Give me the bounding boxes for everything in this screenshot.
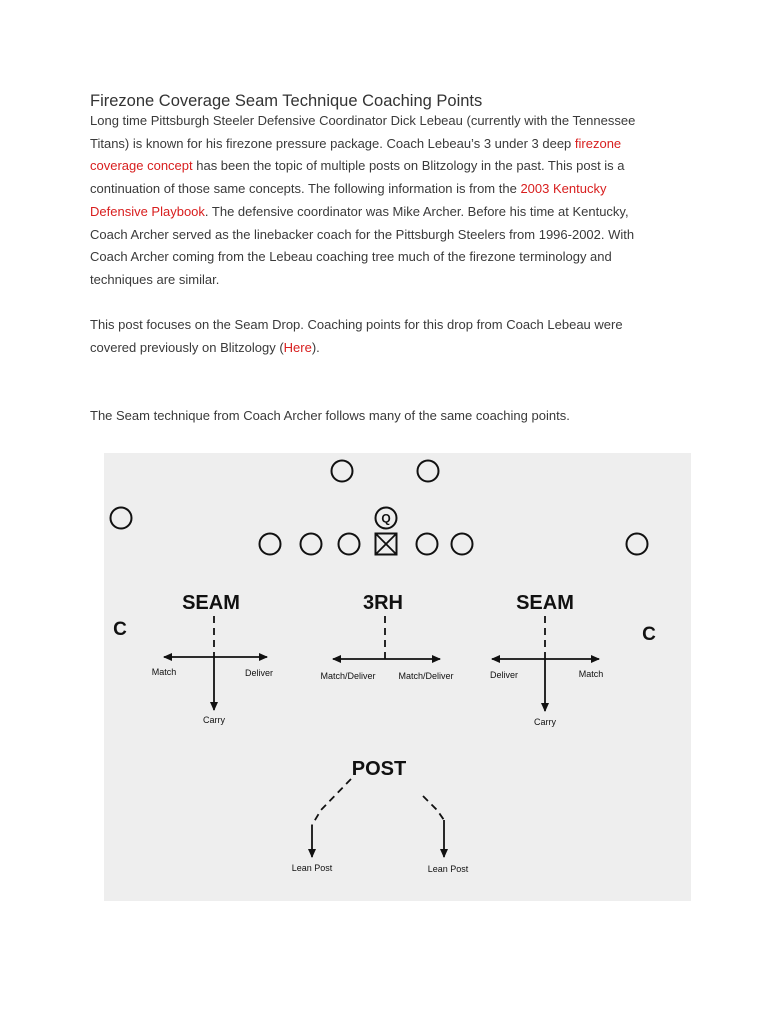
left-seam-match-label: Match — [151, 667, 177, 677]
intro-paragraph — [90, 110, 680, 292]
coverage-diagram — [104, 453, 691, 901]
right-corner-label: C — [642, 624, 656, 645]
post-right-dashed-line — [423, 796, 444, 820]
left-seam-deliver-label: Deliver — [244, 668, 274, 678]
kentucky-playbook-link[interactable]: 2003 Kentucky — [520, 181, 607, 197]
left-seam-label: SEAM — [182, 592, 240, 614]
middle-3rh-label: 3RH — [362, 592, 404, 614]
seam-drop-paragraph — [90, 314, 680, 359]
player-circle-line-5 — [452, 534, 473, 555]
text-line — [90, 178, 680, 201]
post-label: POST — [351, 758, 407, 780]
text-line — [90, 337, 680, 360]
left-seam-carry-label: Carry — [203, 715, 225, 725]
right-seam-deliver-label: Deliver — [489, 670, 519, 680]
seam-technique-paragraph — [90, 405, 680, 428]
player-circle-wide-left — [111, 508, 132, 529]
player-circle-wide-right — [627, 534, 648, 555]
text-fragment: continuation of those same concepts. The following information is from the — [90, 181, 521, 197]
left-corner-label: C — [113, 619, 127, 640]
post-left-label: Lean Post — [291, 863, 333, 873]
player-circle-line-3 — [339, 534, 360, 555]
page-title: Firezone Coverage Seam Technique Coaching Points — [90, 92, 483, 110]
player-circle-line-2 — [301, 534, 322, 555]
text-line — [90, 133, 680, 156]
text-fragment: Titans) is known for his firezone pressure package. Coach Lebeau’s 3 under 3 deep — [90, 135, 575, 151]
text-line: The Seam technique from Coach Archer follows many of the same coaching points. — [90, 408, 570, 423]
text-line: Long time Pittsburgh Steeler Defensive Coordinator Dick Lebeau (currently with the Tennessee — [90, 113, 636, 128]
right-seam-carry-label: Carry — [534, 717, 556, 727]
player-circle-line-4 — [417, 534, 438, 555]
kentucky-playbook-link-continued[interactable]: Defensive Playbook — [90, 203, 205, 219]
text-line: This post focuses on the Seam Drop. Coaching points for this drop from Coach Lebeau were — [90, 317, 623, 332]
text-fragment: . The defensive coordinator was Mike Archer. Before his time at Kentucky, — [204, 203, 629, 219]
firezone-coverage-link[interactable]: firezone — [574, 135, 622, 151]
player-circle-back-left — [332, 461, 353, 482]
text-fragment: covered previously on Blitzology ( — [90, 339, 284, 355]
here-link[interactable]: Here — [283, 339, 312, 355]
right-seam-label: SEAM — [516, 592, 574, 614]
middle-left-arrow-label: Match/Deliver — [320, 671, 376, 681]
text-line: techniques are similar. — [90, 271, 220, 287]
text-fragment: ). — [311, 339, 320, 355]
post-left-dashed-line — [312, 779, 351, 825]
player-circle-back-right — [418, 461, 439, 482]
text-line — [90, 155, 680, 178]
coverage-diagram-svg — [104, 453, 691, 901]
text-line: Coach Archer served as the linebacker coach for the Pittsburgh Steelers from 1996-2002. With — [90, 226, 635, 242]
text-line — [90, 201, 680, 224]
middle-right-arrow-label: Match/Deliver — [398, 671, 454, 681]
right-seam-match-label: Match — [578, 669, 604, 679]
quarterback-label: Q — [381, 511, 391, 526]
post-right-label: Lean Post — [427, 864, 469, 874]
text-line: Coach Archer coming from the Lebeau coaching tree much of the firezone terminology and — [90, 249, 612, 265]
text-fragment: has been the topic of multiple posts on Blitzology in the past. This post is a — [192, 158, 625, 174]
firezone-coverage-link-continued[interactable]: coverage concept — [90, 158, 193, 174]
player-circle-line-1 — [260, 534, 281, 555]
